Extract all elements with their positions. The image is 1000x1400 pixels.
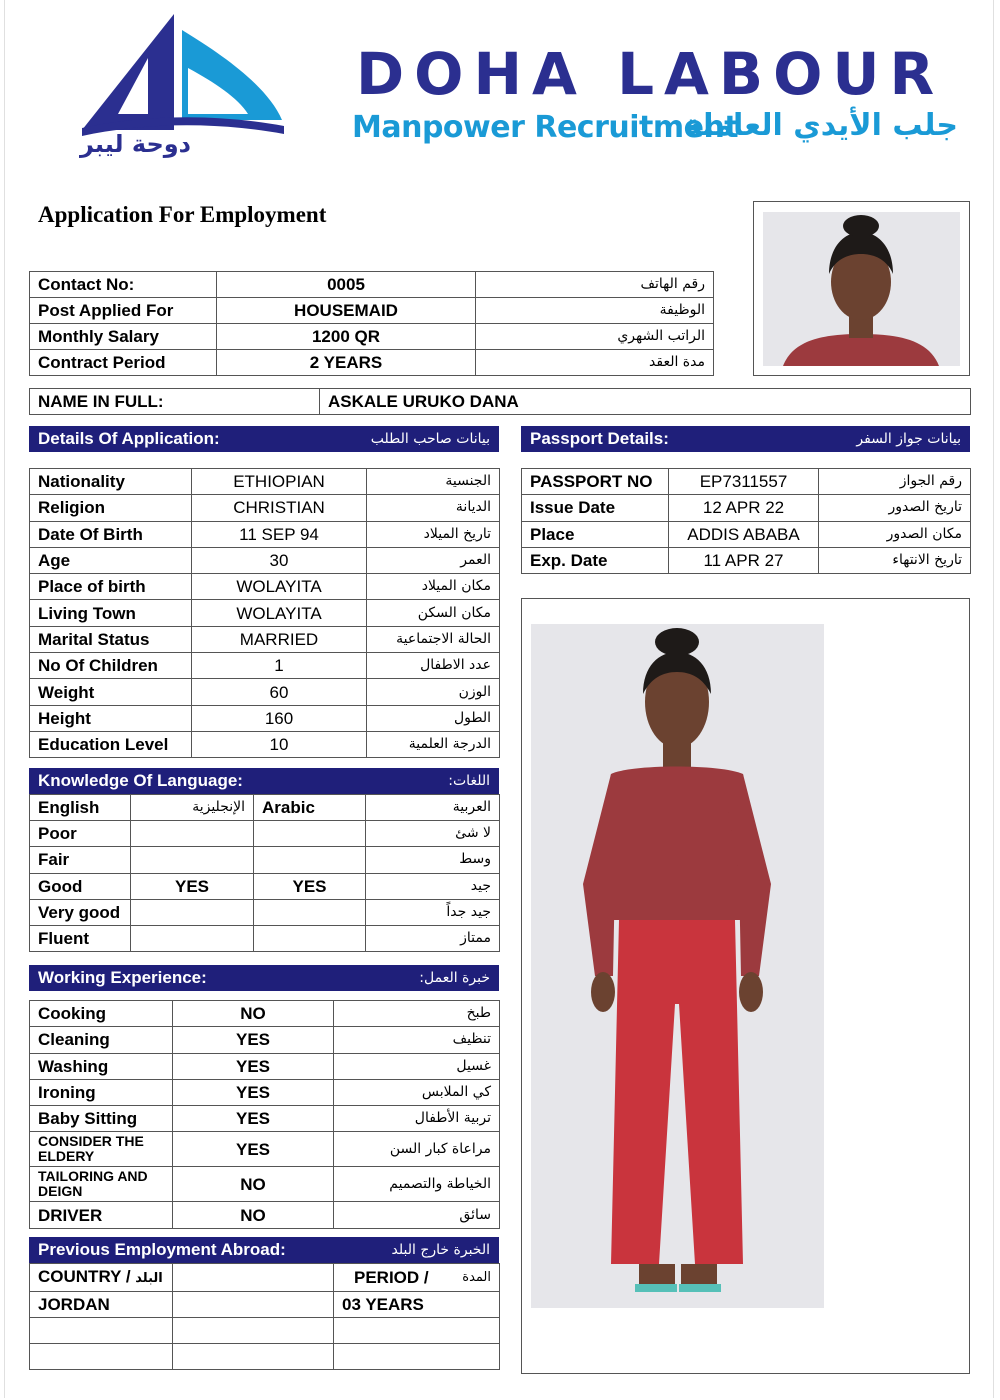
details-label-arabic: العمر (367, 547, 500, 573)
previous-table (29, 1263, 500, 1370)
empty-cell (173, 1344, 334, 1370)
table-row (522, 495, 971, 521)
experience-label: Cleaning (30, 1027, 173, 1053)
details-section-header (29, 426, 499, 452)
arabic-level-value (254, 899, 366, 925)
country-header-arabic: البلد (135, 1271, 163, 1286)
details-value: WOLAYITA (192, 600, 367, 626)
details-label: Education Level (30, 731, 192, 757)
passport-label: PASSPORT NO (522, 469, 669, 495)
salary-label-arabic: الراتب الشهري (476, 324, 714, 350)
table-row (30, 574, 500, 600)
passport-value: 12 APR 22 (669, 495, 819, 521)
details-label: Height (30, 705, 192, 731)
experience-label: Cooking (30, 1001, 173, 1027)
table-row (30, 873, 500, 899)
table-row (30, 795, 500, 821)
experience-label: Ironing (30, 1079, 173, 1105)
passport-label-arabic: تاريخ الصدور (819, 495, 971, 521)
experience-label-arabic: تنظيف (334, 1027, 500, 1053)
experience-label: DRIVER (30, 1202, 173, 1228)
full-body-photo-frame (521, 598, 970, 1374)
details-value: 11 SEP 94 (192, 521, 367, 547)
experience-value: YES (173, 1079, 334, 1105)
contact-value: 0005 (217, 272, 476, 298)
previous-country (30, 1344, 173, 1370)
table-row (30, 847, 500, 873)
experience-value: YES (173, 1132, 334, 1167)
language-level: Good (30, 873, 131, 899)
english-level-value (131, 821, 254, 847)
english-level-value: YES (131, 873, 254, 899)
passport-label: Issue Date (522, 495, 669, 521)
experience-label-arabic: سائق (334, 1202, 500, 1228)
name-value: ASKALE URUKO DANA (320, 389, 971, 415)
details-value: 1 (192, 653, 367, 679)
contact-label: Contact No: (30, 272, 217, 298)
details-label: Place of birth (30, 574, 192, 600)
name-table (29, 388, 971, 415)
table-row (30, 521, 500, 547)
table-row (30, 1167, 500, 1202)
salary-label: Monthly Salary (30, 324, 217, 350)
table-row (30, 1132, 500, 1167)
brand-subtitle-arabic: جلب الأيدي العاملة (684, 108, 958, 143)
experience-label: Washing (30, 1053, 173, 1079)
arabic-header: Arabic (254, 795, 366, 821)
passport-value: 11 APR 27 (669, 547, 819, 573)
arabic-level-value: YES (254, 873, 366, 899)
document-title: Application For Employment (38, 202, 327, 227)
experience-label-arabic: الخياطة والتصميم (334, 1167, 500, 1202)
details-label: Living Town (30, 600, 192, 626)
passport-label: Place (522, 521, 669, 547)
experience-value: YES (173, 1027, 334, 1053)
details-value: 160 (192, 705, 367, 731)
contract-value: 2 YEARS (217, 350, 476, 376)
details-label-arabic: مكان الميلاد (367, 574, 500, 600)
table-row (30, 1053, 500, 1079)
language-level-arabic: وسط (366, 847, 500, 873)
details-label: Religion (30, 495, 192, 521)
table-row (30, 1292, 500, 1318)
table-row (30, 600, 500, 626)
empty-cell (173, 1318, 334, 1344)
passport-title: Passport Details: (530, 429, 669, 448)
language-level: Fluent (30, 926, 131, 952)
details-value: WOLAYITA (192, 574, 367, 600)
table-row (30, 821, 500, 847)
period-header: PERIOD / المدة (334, 1264, 500, 1292)
passport-value: EP7311557 (669, 469, 819, 495)
language-table (29, 794, 500, 952)
experience-value: NO (173, 1202, 334, 1228)
language-level-arabic: لا شئ (366, 821, 500, 847)
contract-label-arabic: مدة العقد (476, 350, 714, 376)
experience-label: TAILORING AND DEIGN (30, 1167, 173, 1202)
previous-period (334, 1318, 500, 1344)
details-value: MARRIED (192, 626, 367, 652)
portrait-photo-icon (763, 212, 960, 366)
language-level-arabic: ممتاز (366, 926, 500, 952)
brand-title: DOHA LABOUR (356, 40, 945, 108)
details-label-arabic: تاريخ الميلاد (367, 521, 500, 547)
experience-label-arabic: طبخ (334, 1001, 500, 1027)
table-row (522, 469, 971, 495)
table-row (30, 547, 500, 573)
table-row (30, 1264, 500, 1292)
details-label: Age (30, 547, 192, 573)
details-label-arabic: عدد الاطفال (367, 653, 500, 679)
portrait-photo-frame (753, 201, 970, 376)
table-row (30, 1027, 500, 1053)
empty-cell (173, 1264, 334, 1292)
experience-label-arabic: كي الملابس (334, 1079, 500, 1105)
experience-value: NO (173, 1167, 334, 1202)
contact-table (29, 271, 714, 376)
details-label: Marital Status (30, 626, 192, 652)
passport-title-arabic: بيانات جواز السفر (856, 431, 961, 447)
passport-value: ADDIS ABABA (669, 521, 819, 547)
experience-table (29, 1000, 500, 1229)
passport-label: Exp. Date (522, 547, 669, 573)
details-value: 10 (192, 731, 367, 757)
table-row (30, 298, 714, 324)
experience-label-arabic: تربية الأطفال (334, 1106, 500, 1132)
details-value: 30 (192, 547, 367, 573)
table-row (30, 1318, 500, 1344)
previous-country (30, 1318, 173, 1344)
table-row (30, 469, 500, 495)
logo-arabic-text: دوحة ليبر (80, 130, 191, 158)
arabic-level-value (254, 821, 366, 847)
details-label-arabic: الطول (367, 705, 500, 731)
doha-labour-logo-icon (78, 10, 288, 138)
passport-label-arabic: رقم الجواز (819, 469, 971, 495)
name-label: NAME IN FULL: (30, 389, 320, 415)
table-row (30, 1202, 500, 1228)
table-row (30, 389, 971, 415)
experience-title-arabic: خبرة العمل: (419, 970, 490, 986)
passport-label-arabic: تاريخ الانتهاء (819, 547, 971, 573)
table-row (30, 1079, 500, 1105)
details-value: 60 (192, 679, 367, 705)
arabic-level-value (254, 847, 366, 873)
table-row (522, 521, 971, 547)
passport-label-arabic: مكان الصدور (819, 521, 971, 547)
previous-country: JORDAN (30, 1292, 173, 1318)
table-row (30, 324, 714, 350)
details-value: CHRISTIAN (192, 495, 367, 521)
english-header: English (30, 795, 131, 821)
details-label: No Of Children (30, 653, 192, 679)
full-body-photo-icon (531, 624, 824, 1308)
details-label-arabic: مكان السكن (367, 600, 500, 626)
passport-section-header (521, 426, 970, 452)
table-row (30, 899, 500, 925)
details-label-arabic: الديانة (367, 495, 500, 521)
details-label: Weight (30, 679, 192, 705)
details-label: Date Of Birth (30, 521, 192, 547)
table-row (30, 705, 500, 731)
passport-table (521, 468, 971, 574)
language-section-header (29, 768, 499, 794)
brand-subtitle: Manpower Recruitment (352, 110, 739, 145)
post-label: Post Applied For (30, 298, 217, 324)
previous-title-arabic: الخبرة خارج البلد (391, 1242, 490, 1258)
salary-value: 1200 QR (217, 324, 476, 350)
experience-value: NO (173, 1001, 334, 1027)
post-value: HOUSEMAID (217, 298, 476, 324)
english-level-value (131, 847, 254, 873)
table-row (30, 1001, 500, 1027)
language-level: Very good (30, 899, 131, 925)
contact-label-arabic: رقم الهاتف (476, 272, 714, 298)
arabic-level-value (254, 926, 366, 952)
details-label-arabic: الوزن (367, 679, 500, 705)
table-row (30, 1344, 500, 1370)
experience-section-header (29, 965, 499, 991)
details-table (29, 468, 500, 758)
empty-cell (173, 1292, 334, 1318)
language-title-arabic: اللغات: (448, 773, 490, 789)
language-level: Fair (30, 847, 131, 873)
details-label-arabic: الدرجة العلمية (367, 731, 500, 757)
language-level-arabic: جيد (366, 873, 500, 899)
experience-label: CONSIDER THE ELDERY (30, 1132, 173, 1167)
experience-title: Working Experience: (38, 968, 207, 987)
table-row (522, 547, 971, 573)
table-row (30, 495, 500, 521)
previous-period (334, 1344, 500, 1370)
experience-label-arabic: غسيل (334, 1053, 500, 1079)
period-header-arabic: المدة (462, 1270, 491, 1285)
experience-label: Baby Sitting (30, 1106, 173, 1132)
details-label-arabic: الجنسية (367, 469, 500, 495)
language-level: Poor (30, 821, 131, 847)
contract-label: Contract Period (30, 350, 217, 376)
table-row (30, 1106, 500, 1132)
table-row (30, 626, 500, 652)
previous-period: 03 YEARS (334, 1292, 500, 1318)
post-label-arabic: الوظيفة (476, 298, 714, 324)
english-level-value (131, 899, 254, 925)
english-level-value (131, 926, 254, 952)
table-row (30, 679, 500, 705)
previous-title: Previous Employment Abroad: (38, 1240, 286, 1259)
arabic-header-arabic: العربية (366, 795, 500, 821)
details-label: Nationality (30, 469, 192, 495)
previous-section-header (29, 1237, 499, 1263)
country-header: COUNTRY / البلد (30, 1264, 173, 1292)
details-title: Details Of Application: (38, 429, 220, 448)
table-row (30, 653, 500, 679)
table-row (30, 350, 714, 376)
experience-label-arabic: مراعاة كبار السن (334, 1132, 500, 1167)
experience-value: YES (173, 1106, 334, 1132)
table-row (30, 272, 714, 298)
table-row (30, 926, 500, 952)
details-label-arabic: الحالة الاجتماعية (367, 626, 500, 652)
english-header-arabic: الإنجليزية (131, 795, 254, 821)
language-level-arabic: جيد جداً (366, 899, 500, 925)
table-row (30, 731, 500, 757)
experience-value: YES (173, 1053, 334, 1079)
language-title: Knowledge Of Language: (38, 771, 243, 790)
details-title-arabic: بيانات صاحب الطلب (370, 431, 490, 447)
details-value: ETHIOPIAN (192, 469, 367, 495)
